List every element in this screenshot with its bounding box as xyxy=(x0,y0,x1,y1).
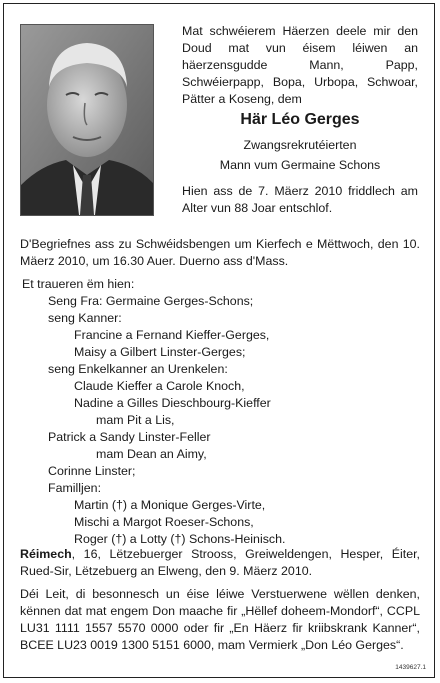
mourner-line: Mischi a Margot Roeser-Schons, xyxy=(74,515,254,529)
mourners-list xyxy=(22,276,422,548)
mourner-line: Nadine a Gilles Dieschbourg-Kieffer xyxy=(74,396,271,410)
mourner-line: seng Kanner: xyxy=(48,311,122,325)
mourner-line: Francine a Fernand Kieffer-Gerges, xyxy=(74,328,270,342)
address-text: , 16, Lëtzebuerger Strooss, Greiweldengen, Hesper, Éiter, Rued-Sir, Lëtzebuerg an Elweng, den 9. Mäerz 2010. xyxy=(20,547,420,578)
mourner-line: mam Dean an Aimy, xyxy=(96,447,207,461)
deceased-name: Här Léo Gerges xyxy=(240,111,360,128)
death-notice: Hien ass de 7. Mäerz 2010 friddlech am Alter vun 88 Joar entschlof. xyxy=(182,184,418,215)
mourner-line: Seng Fra: Germaine Gerges-Schons; xyxy=(48,294,254,308)
address-line xyxy=(20,546,420,580)
donation-text: Déi Leit, di besonnesch un éise léiwe Verstuerwene wëllen denken, kënnen dat mat engem Don maache fir „Hëllef doheem-Mondorf“, CCPL LU31 1111 1557 5570 0000 oder fir „En Häerz fir kriibskrank Kanner“, BCEE LU23 0019 1300 5151 6000, mam Vermierk „Don Léo Gerges“. xyxy=(20,587,420,652)
spouse-line: Mann vum Germaine Schons xyxy=(219,158,381,172)
mourner-line: seng Enkelkanner an Urenkelen: xyxy=(48,362,228,376)
mourner-line: Familljen: xyxy=(48,481,102,495)
mourner-line: Corinne Linster; xyxy=(48,464,136,478)
mourner-line: Claude Kieffer a Carole Knoch, xyxy=(74,379,245,393)
intro-text: Mat schwéierem Häerzen deele mir den Doud mat vun éisem léiwen an häerzensgudde Mann, Papp, Schwéierpapp, Bopa, Urbopa, Schwoar, Pätter a Koseng, dem xyxy=(182,24,418,106)
mourner-rows xyxy=(22,293,422,548)
subtitle: Zwangsrekrutéierten xyxy=(243,138,357,152)
mourner-line: Roger (†) a Lotty (†) Schons-Heinisch. xyxy=(74,532,286,546)
portrait-photo xyxy=(20,24,154,216)
mourner-line: mam Pit a Lis, xyxy=(96,413,175,427)
mourner-line: Martin (†) a Monique Gerges-Virte, xyxy=(74,498,266,512)
mourner-line: Patrick a Sandy Linster-Feller xyxy=(48,430,211,444)
mourners-intro: Et traueren ëm hien: xyxy=(22,277,135,291)
mourner-line: Maisy a Gilbert Linster-Gerges; xyxy=(74,345,246,359)
funeral-info: D'Begriefnes ass zu Schwéidsbengen um Kierfech e Mëttwoch, den 10. Mäerz 2010, um 16.30 Auer. Duerno ass d'Mass. xyxy=(20,237,420,268)
reference-number: 1439627.1 xyxy=(395,664,426,671)
place-name: Réimech xyxy=(20,547,72,561)
